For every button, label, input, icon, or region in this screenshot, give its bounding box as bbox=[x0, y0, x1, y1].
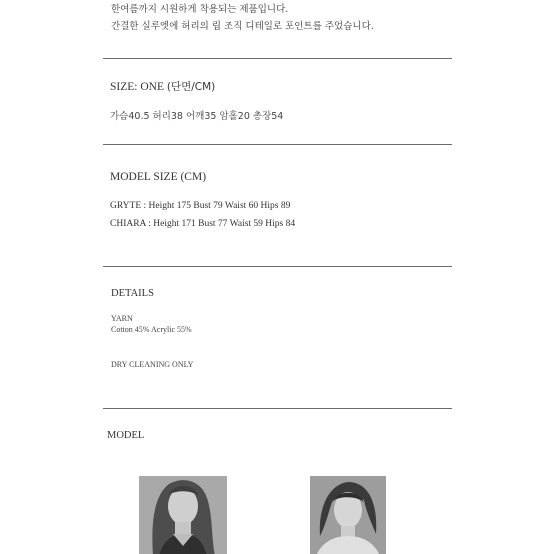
size-measurements: 가슴40.5 허리38 어깨35 암홀20 총장54 bbox=[110, 111, 284, 122]
model-photo-2 bbox=[310, 476, 386, 554]
model-heading: MODEL bbox=[107, 430, 145, 441]
details-heading: DETAILS bbox=[111, 288, 154, 299]
size-heading bbox=[110, 79, 215, 94]
care-instruction: DRY CLEANING ONLY bbox=[111, 360, 194, 369]
model-photo-1 bbox=[139, 476, 227, 554]
yarn-composition: Cotton 45% Acrylic 55% bbox=[111, 325, 192, 334]
model-size-chiara: CHIARA : Height 171 Bust 77 Waist 59 Hips 84 bbox=[110, 219, 296, 229]
size-heading-unit: (단면/CM) bbox=[166, 81, 216, 93]
section-divider bbox=[103, 58, 452, 59]
size-heading-en: SIZE: ONE bbox=[110, 81, 167, 93]
yarn-label: YARN bbox=[111, 314, 133, 323]
intro-text-line-1: 한여름까지 시원하게 착용되는 제품입니다. bbox=[111, 4, 289, 15]
model-size-gryte: GRYTE : Height 175 Bust 79 Waist 60 Hips 89 bbox=[110, 201, 291, 211]
intro-text-line-2: 간결한 실루엣에 허리의 립 조직 디테일로 포인트를 주었습니다. bbox=[111, 21, 374, 32]
model-size-heading: MODEL SIZE (CM) bbox=[110, 171, 207, 183]
section-divider bbox=[103, 144, 452, 145]
section-divider bbox=[103, 266, 452, 267]
section-divider bbox=[103, 408, 452, 409]
